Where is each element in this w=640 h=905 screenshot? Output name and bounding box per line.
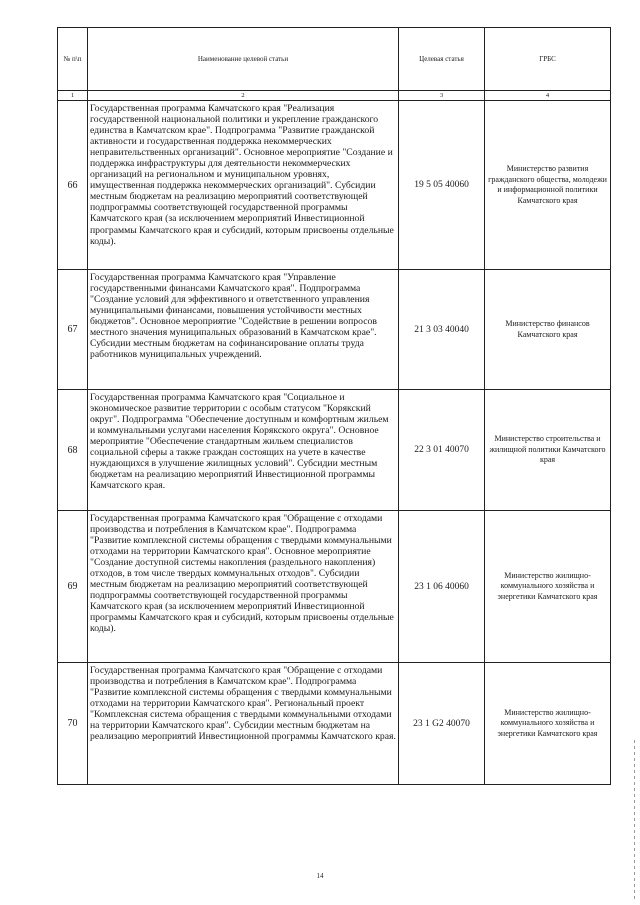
table-row [58,390,611,511]
row-ministry: Министерство строительства и жилищной политики Камчатского края [485,390,611,511]
row-code: 19 5 05 40060 [399,101,485,270]
row-code: 23 1 G2 40070 [399,663,485,785]
row-description: Государственная программа Камчатского края "Реализация государственной национальной политики и укрепление гражданского единства в Камчатском крае". Подпрограмма "Развитие гражданской активности и государственная поддержка некоммерческих неправительственных организаций". Основное мероприятие "Создание и поддержка инфраструктуры для деятельности некоммерческих организаций на региональном и муниципальном уровнях, имущественная поддержка некоммерческих организаций". Субсидии местным бюджетам на реализацию мероприятий соответствующей подпрограммы соответствующей государственной программы Камчатского края (за исключением мероприятий Инвестиционной программы Камчатского края и субсидий, которым присвоены отдельные коды). [88,101,399,270]
header-code: Целевая статья [399,28,485,91]
column-number: 1 [58,91,88,101]
column-number: 2 [88,91,399,101]
row-description: Государственная программа Камчатского края "Обращение с отходами производства и потребления в Камчатском крае". Подпрограмма "Развитие комплексной системы обращения с твердыми коммунальными отходами на территории Камчатского края". Региональный проект "Комплексная система обращения с твердыми коммунальными отходами на территории Камчатского края". Субсидии местным бюджетам на реализацию мероприятий Инвестиционной программы Камчатского края. [88,663,399,785]
column-number: 3 [399,91,485,101]
table-row [58,270,611,390]
column-number-row [58,91,611,101]
row-number: 69 [58,511,88,663]
row-description: Государственная программа Камчатского края "Социальное и экономическое развитие территории с особым статусом "Корякский округ". Подпрограмма "Обеспечение доступным и комфортным жильем и коммунальными услугами населения Корякского округа". Основное мероприятие "Обеспечение стандартным жильем специалистов социальной сферы а также граждан состоящих на учете в качестве нуждающихся в улучшение жилищных условий". Субсидии местным бюджетам на реализацию мероприятий Инвестиционной программы Камчатского края. [88,390,399,511]
row-description: Государственная программа Камчатского края "Обращение с отходами производства и потребления в Камчатском крае". Подпрограмма "Развитие комплексной системы обращения с твердыми коммунальными отходами на территории Камчатского края". Основное мероприятие "Создание доступной системы накопления (раздельного накопления) отходов, в том числе твердых коммунальных отходов". Субсидии местным бюджетам на реализацию мероприятий соответствующей подпрограммы соответствующей государственной программы Камчатского края (за исключением мероприятий Инвестиционной программы Камчатского края и субсидий, которым присвоены отдельные коды). [88,511,399,663]
header-name: Наименование целевой статьи [88,28,399,91]
row-ministry: Министерство жилищно-коммунального хозяйства и энергетики Камчатского края [485,663,611,785]
table-row [58,511,611,663]
row-code: 22 3 01 40070 [399,390,485,511]
row-code: 23 1 06 40060 [399,511,485,663]
table-row [58,101,611,270]
row-number: 68 [58,390,88,511]
page-number: 14 [316,872,324,880]
row-ministry: Министерство финансов Камчатского края [485,270,611,390]
row-number: 70 [58,663,88,785]
column-number: 4 [485,91,611,101]
header-grbs: ГРБС [485,28,611,91]
table-header-row [58,28,611,91]
row-ministry: Министерство жилищно-коммунального хозяйства и энергетики Камчатского края [485,511,611,663]
row-number: 67 [58,270,88,390]
budget-table [57,27,611,785]
header-number: № п\п [58,28,88,91]
row-number: 66 [58,101,88,270]
row-code: 21 3 03 40040 [399,270,485,390]
table-row [58,663,611,785]
row-description: Государственная программа Камчатского края "Управление государственными финансами Камчатского края". Подпрограмма "Создание условий для эффективного и ответственного управления муниципальными финансами, повышения устойчивости местных бюджетов". Основное мероприятие "Содействие в решении вопросов местного значения муниципальных образований в Камчатском крае". Субсидии местным бюджетам на софинансирование оплаты труда работников муниципальных учреждений. [88,270,399,390]
row-ministry: Министерство развития гражданского общества, молодежи и информационной политики Камчатского края [485,101,611,270]
